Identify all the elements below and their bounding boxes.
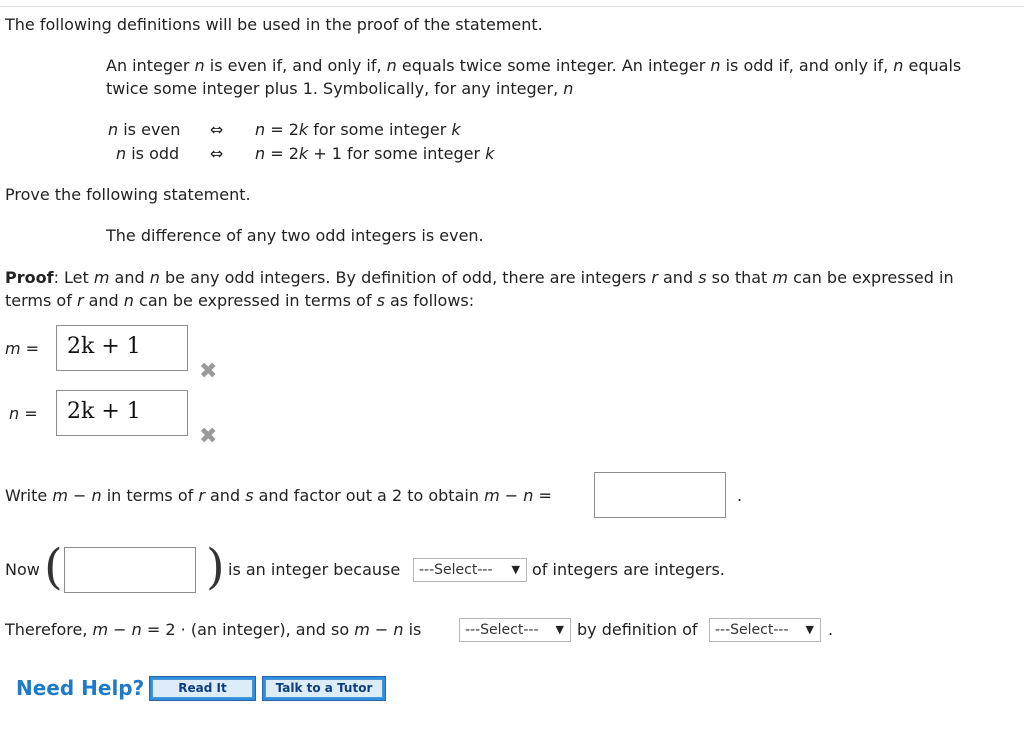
therefore-period: .: [828, 620, 834, 639]
n-answer-input[interactable]: 2k + 1: [56, 390, 188, 436]
proof-line-2: terms of r and n can be expressed in terms of s as follows:: [5, 291, 475, 310]
dropdown-arrow-icon: ▼: [511, 563, 520, 576]
intro-text: The following definitions will be used in the proof of the statement.: [5, 15, 543, 34]
even-definition: n = 2k for some integer k: [255, 120, 461, 139]
top-divider: [0, 6, 1024, 7]
odd-label: n is odd: [116, 144, 180, 163]
iff-symbol-odd: ⇔: [210, 144, 224, 163]
odd-definition: n = 2k + 1 for some integer k: [255, 144, 495, 163]
m-equals-label: m =: [5, 339, 40, 358]
close-paren: ): [206, 539, 225, 595]
x-mark-icon: ✖: [199, 424, 218, 449]
now-mid-text: is an integer because: [228, 560, 401, 579]
definition-line-1: An integer n is even if, and only if, n equals twice some integer. An integer n is odd if, and only if, n equals: [106, 56, 962, 75]
talk-to-tutor-label: Talk to a Tutor: [265, 679, 383, 698]
write-period: .: [737, 486, 743, 505]
now-end-text: of integers are integers.: [532, 560, 725, 579]
definition-of-text: by definition of: [577, 620, 698, 639]
n-equals-label: n =: [9, 404, 38, 423]
dropdown-arrow-icon: ▼: [805, 623, 814, 636]
statement-text: The difference of any two odd integers is even.: [106, 226, 484, 245]
talk-to-tutor-button[interactable]: [262, 676, 386, 701]
now-label: Now: [5, 560, 40, 579]
dropdown-arrow-icon: ▼: [555, 623, 564, 636]
even-label: n is even: [108, 120, 181, 139]
reason-select[interactable]: ---Select--- ▼: [413, 558, 527, 582]
integer-expression-input[interactable]: [64, 547, 196, 593]
open-paren: (: [44, 539, 63, 595]
definition-select[interactable]: ---Select--- ▼: [709, 618, 821, 642]
parity-select[interactable]: ---Select--- ▼: [459, 618, 571, 642]
proof-line-1: Proof: Let m and n be any odd integers. By definition of odd, there are integers r and s so that m can be expressed in: [5, 268, 954, 287]
therefore-text: Therefore, m − n = 2 · (an integer), and so m − n is: [5, 620, 422, 639]
iff-symbol-even: ⇔: [210, 120, 224, 139]
m-minus-n-input[interactable]: [594, 472, 726, 518]
m-answer-input[interactable]: 2k + 1: [56, 325, 188, 371]
read-it-button[interactable]: [149, 676, 256, 701]
need-help-label: Need Help?: [16, 676, 145, 700]
read-it-label: Read It: [152, 679, 253, 698]
write-instruction: Write m − n in terms of r and s and factor out a 2 to obtain m − n =: [5, 486, 552, 505]
x-mark-icon: ✖: [199, 359, 218, 384]
definition-line-2: twice some integer plus 1. Symbolically, for any integer, n: [106, 79, 574, 98]
prove-prompt: Prove the following statement.: [5, 185, 251, 204]
